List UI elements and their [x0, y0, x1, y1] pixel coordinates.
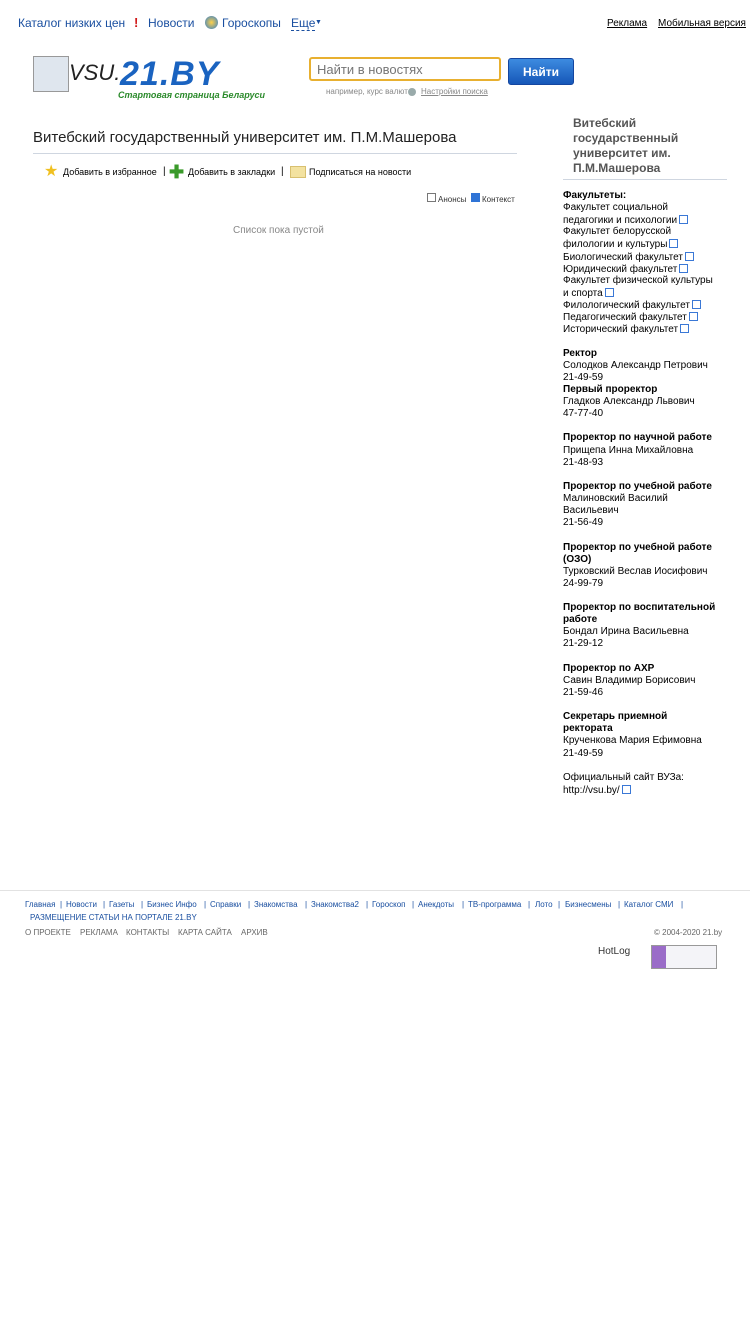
contact-name: Савин Владимир Борисович [563, 675, 696, 686]
faculty-link[interactable]: филологии и культуры [563, 238, 678, 251]
contact-phone: 21-56-49 [563, 517, 604, 528]
contact-label: (ОЗО) [563, 554, 592, 565]
contact-phone: 21-29-12 [563, 638, 604, 649]
context-label: Контекст [482, 195, 515, 204]
divider [563, 179, 727, 180]
contact-phone: 47-77-40 [563, 408, 604, 419]
alert-icon: ! [134, 15, 139, 30]
contact-label: Первый проректор [563, 384, 658, 395]
official-site-link[interactable]: http://vsu.by/ [563, 784, 631, 797]
contact-name: Бондал Ирина Васильевна [563, 626, 689, 637]
star-icon[interactable]: ★ [44, 163, 59, 180]
contact-name: Прищепа Инна Михайловна [563, 445, 694, 456]
nav-catalog-link[interactable]: Каталог низких цен [18, 16, 126, 30]
external-link-icon [605, 288, 614, 297]
footer-about-link[interactable]: О ПРОЕКТЕ [25, 928, 71, 937]
footer-link-businessmen[interactable]: Бизнесмены [565, 900, 612, 909]
sidebar-title: Витебский государственный университет им. П.М.Машерова [573, 116, 679, 175]
mobile-version-link[interactable]: Мобильная версия [658, 18, 746, 29]
faculty-link[interactable]: педагогики и психологии [563, 214, 688, 227]
contact-phone: 24-99-79 [563, 578, 604, 589]
footer-contacts-link[interactable]: КОНТАКТЫ [126, 928, 170, 937]
search-settings-link[interactable]: Настройки поиска [421, 87, 488, 96]
add-bookmarks-link[interactable]: Добавить в закладки [188, 167, 276, 177]
external-link-icon [669, 239, 678, 248]
footer-link-news[interactable]: Новости [66, 900, 97, 909]
footer-archive-link[interactable]: АРХИВ [241, 928, 268, 937]
empty-list-message: Список пока пустой [233, 225, 324, 236]
contact-name: Солодков Александр Петрович [563, 360, 708, 371]
contact-phone: 21-48-93 [563, 457, 604, 468]
contact-name: Гладков Александр Львович [563, 396, 695, 407]
separator: | [163, 166, 166, 177]
footer-link-media-catalog[interactable]: Каталог СМИ [624, 900, 674, 909]
footer-placement-link[interactable]: РАЗМЕЩЕНИЕ СТАТЬИ НА ПОРТАЛЕ 21.BY [30, 913, 197, 922]
contact-label: Проректор по АХР [563, 663, 655, 674]
search-button[interactable]: Найти [508, 58, 574, 85]
ads-link[interactable]: Реклама [607, 18, 648, 29]
external-link-icon [622, 785, 631, 794]
faculty-link[interactable]: Факультет социальной [563, 202, 669, 213]
footer-link-reference[interactable]: Справки [210, 900, 242, 909]
contact-name: Малиновский Василий [563, 493, 668, 504]
footer-link-dating2[interactable]: Знакомства2 [311, 900, 359, 909]
contact-label: Проректор по учебной работе [563, 481, 712, 492]
vsu-logo-text[interactable]: VSU. [69, 60, 121, 85]
contact-label: Проректор по воспитательной [563, 602, 716, 613]
external-link-icon [680, 324, 689, 333]
hotlog-image[interactable]: HotLog [598, 946, 631, 957]
chevron-down-icon: ▼ [315, 19, 322, 26]
faculties-label: Факультеты: [563, 190, 627, 201]
contact-phone: 21-49-59 [563, 372, 604, 383]
external-link-icon [679, 264, 688, 273]
nav-more-link[interactable]: Еще [291, 16, 316, 30]
footer-link-papers[interactable]: Газеты [109, 900, 135, 909]
announcements-checkbox[interactable] [427, 193, 436, 202]
divider [33, 153, 517, 154]
contact-label: Секретарь приемной [563, 711, 668, 722]
site-logo[interactable]: 21.BY [120, 55, 220, 93]
gear-icon [408, 88, 416, 96]
context-checkbox[interactable] [471, 193, 480, 202]
horoscope-icon [205, 16, 218, 29]
contact-label: ректората [563, 723, 613, 734]
faculty-link[interactable]: Педагогический факультет [563, 311, 698, 324]
faculty-link[interactable]: Биологический факультет [563, 251, 694, 264]
announcements-label: Анонсы [438, 195, 467, 204]
faculty-link[interactable]: Филологический факультет [563, 299, 701, 312]
external-link-icon [689, 312, 698, 321]
faculty-link[interactable]: Факультет белорусской [563, 226, 672, 237]
contact-phone: 21-49-59 [563, 748, 604, 759]
copyright: © 2004-2020 21.by [654, 928, 723, 937]
nav-news-link[interactable]: Новости [148, 16, 195, 30]
footer-link-horoscope[interactable]: Гороскоп [372, 900, 406, 909]
footer-link-lotto[interactable]: Лото [535, 900, 553, 909]
footer-link-home[interactable]: Главная [25, 900, 56, 909]
search-input[interactable] [309, 57, 501, 81]
contact-phone: 21-59-46 [563, 687, 604, 698]
plus-icon[interactable]: ✚ [169, 162, 185, 182]
faculty-link[interactable]: Факультет физической культуры [563, 275, 713, 286]
footer-ads-link[interactable]: РЕКЛАМА [80, 928, 118, 937]
footer-link-dating[interactable]: Знакомства [254, 900, 298, 909]
footer-divider [0, 890, 750, 891]
nav-horoscopes-link[interactable]: Гороскопы [222, 16, 281, 30]
footer-link-tv[interactable]: ТВ-программа [468, 900, 522, 909]
contact-label: Проректор по научной работе [563, 432, 712, 443]
footer-link-business[interactable]: Бизнес Инфо [147, 900, 197, 909]
external-link-icon [685, 252, 694, 261]
site-tagline: Стартовая страница Беларуси [118, 90, 266, 100]
vsu-emblem-icon[interactable] [33, 56, 69, 92]
footer-link-jokes[interactable]: Анекдоты [418, 900, 455, 909]
faculty-link[interactable]: Исторический факультет [563, 323, 689, 336]
contact-label: Ректор [563, 348, 597, 359]
search-hint: например, курс валют [326, 87, 408, 96]
contact-name: Турковский Веслав Иосифович [563, 566, 708, 577]
subscribe-link[interactable]: Подписаться на новости [309, 167, 412, 177]
external-link-icon [692, 300, 701, 309]
contact-name: Васильевич [563, 505, 619, 516]
footer-sitemap-link[interactable]: КАРТА САЙТА [178, 928, 232, 937]
page-title: Витебский государственный университет им. П.М.Машерова [33, 129, 457, 146]
contact-label: Проректор по учебной работе [563, 542, 712, 553]
faculty-link[interactable]: Юридический факультет [563, 263, 688, 276]
add-favorites-link[interactable]: Добавить в избранное [63, 167, 157, 177]
contact-label: работе [563, 614, 598, 625]
counter-bar [652, 946, 666, 968]
envelope-icon[interactable] [290, 166, 306, 178]
separator: | [281, 166, 284, 177]
contact-name: Крученкова Мария Ефимовна [563, 735, 702, 746]
faculty-link[interactable]: и спорта [563, 287, 614, 300]
external-link-icon [679, 215, 688, 224]
visit-counter[interactable] [651, 945, 717, 969]
official-site-label: Официальный сайт ВУЗа: [563, 772, 684, 783]
